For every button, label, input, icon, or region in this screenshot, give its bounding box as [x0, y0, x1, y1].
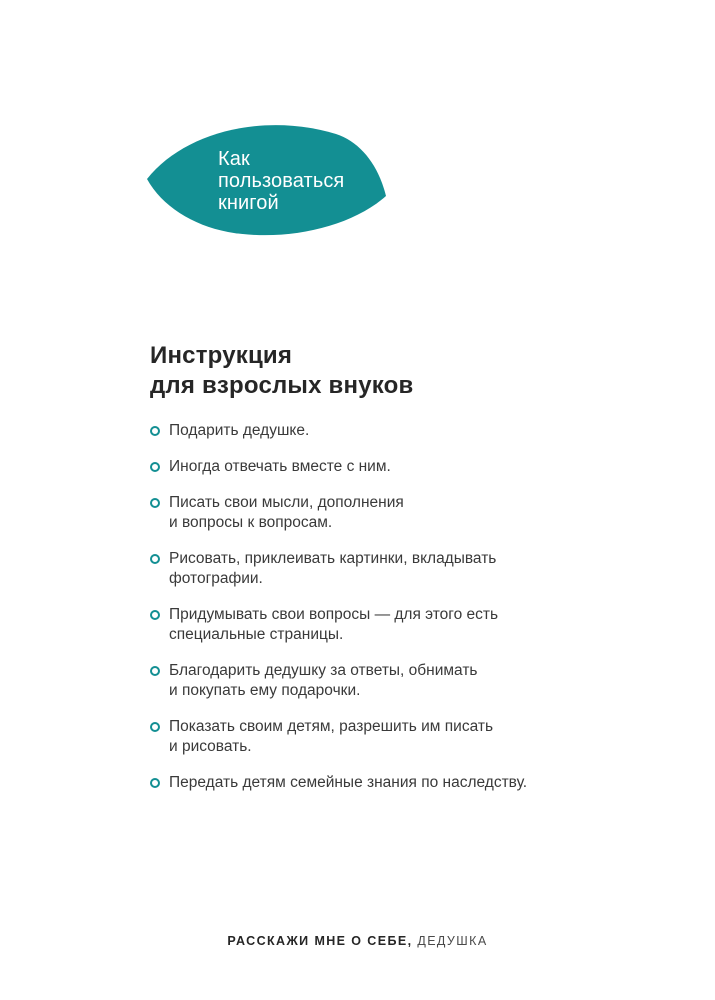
heading-line: Инструкция: [150, 342, 293, 369]
list-item-line: специальные страницы.: [169, 626, 344, 643]
section-leaf-badge: [146, 124, 388, 238]
list-item-text: [169, 549, 570, 589]
page-heading: [150, 341, 413, 401]
list-item-line: Подарить дедушке.: [169, 422, 310, 439]
list-item: [150, 457, 570, 477]
list-item: [150, 421, 570, 441]
leaf-title-line: книгой: [218, 192, 279, 214]
list-item-line: Рисовать, приклеивать картинки, вкладывать: [169, 550, 497, 567]
list-item-line: и рисовать.: [169, 738, 252, 755]
list-item-text: [169, 605, 570, 645]
bullet-icon: [150, 462, 160, 472]
bullet-icon: [150, 722, 160, 732]
list-item-text: [169, 661, 570, 701]
list-item-text: [169, 421, 570, 441]
list-item-line: Показать своим детям, разрешить им писать: [169, 718, 494, 735]
list-item-text: [169, 457, 570, 477]
bullet-icon: [150, 498, 160, 508]
list-item-line: Писать свои мысли, дополнения: [169, 494, 404, 511]
list-item-line: Передать детям семейные знания по наследству.: [169, 774, 528, 791]
list-item-line: и покупать ему подарочки.: [169, 682, 361, 699]
bullet-icon: [150, 778, 160, 788]
leaf-title-line: Как: [218, 148, 250, 170]
list-item: [150, 773, 570, 793]
heading-line: для взрослых внуков: [150, 372, 414, 399]
page-footer: [0, 934, 715, 948]
footer-book-title: РАССКАЖИ МНЕ О СЕБЕ,: [227, 934, 413, 948]
list-item: [150, 717, 570, 757]
bullet-icon: [150, 610, 160, 620]
footer-book-subtitle: ДЕДУШКА: [417, 934, 488, 948]
list-item-line: и вопросы к вопросам.: [169, 514, 333, 531]
list-item: [150, 549, 570, 589]
bullet-icon: [150, 426, 160, 436]
list-item: [150, 493, 570, 533]
list-item-line: Благодарить дедушку за ответы, обнимать: [169, 662, 478, 679]
list-item: [150, 661, 570, 701]
list-item: [150, 605, 570, 645]
instruction-list: [150, 421, 570, 809]
bullet-icon: [150, 554, 160, 564]
list-item-line: Иногда отвечать вместе с ним.: [169, 458, 391, 475]
list-item-text: [169, 493, 570, 533]
leaf-title-line: пользоваться: [218, 170, 345, 192]
leaf-title: [218, 148, 344, 214]
list-item-text: [169, 773, 570, 793]
list-item-line: фотографии.: [169, 570, 263, 587]
bullet-icon: [150, 666, 160, 676]
list-item-text: [169, 717, 570, 757]
list-item-line: Придумывать свои вопросы — для этого есть: [169, 606, 499, 623]
